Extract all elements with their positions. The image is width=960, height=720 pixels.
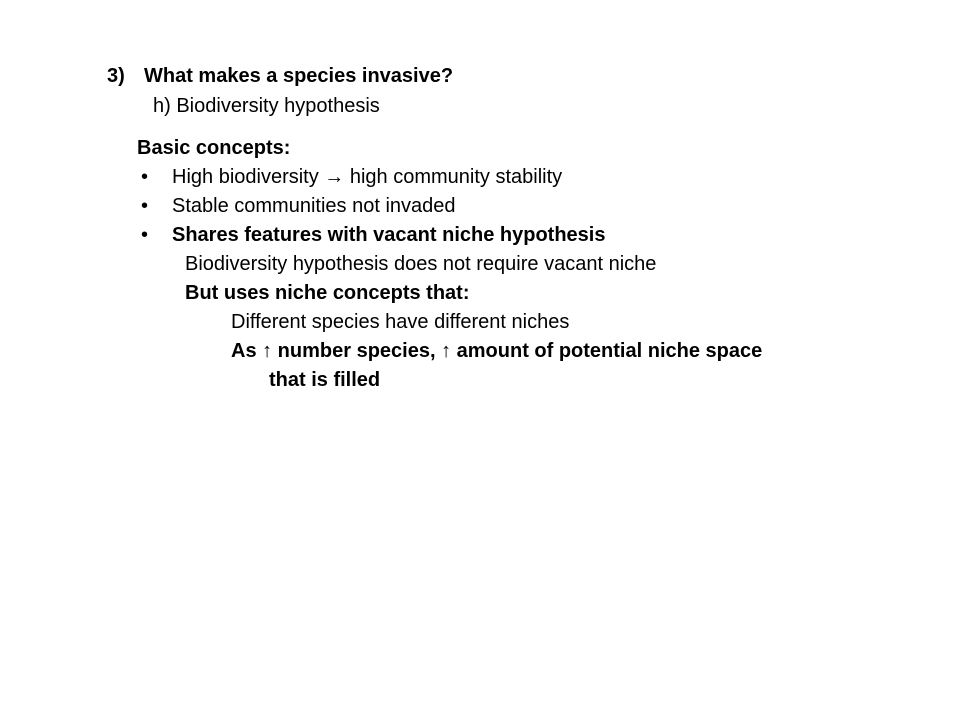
sub-point-niche-concepts: But uses niche concepts that: [185,282,470,304]
bullet-stable-communities: Stable communities not invaded [172,195,456,217]
bullet-marker: • [141,224,149,246]
sub-sub-point-different-niches: Different species have different niches [231,311,570,333]
bullet-shares-features: Shares features with vacant niche hypothesis [172,224,606,246]
sub-sub-point-niche-space-continued: that is filled [269,369,381,391]
bullet-marker: • [141,166,149,188]
bullet-high-biodiversity: High biodiversity → high community stability [172,166,563,188]
bullet-marker: • [141,195,149,217]
heading-title: What makes a species invasive? [144,65,454,87]
sub-point-no-vacant-niche: Biodiversity hypothesis does not require vacant niche [185,253,657,275]
sub-sub-point-niche-space: As ↑ number species, ↑ amount of potential niche space [231,340,763,362]
heading-number: 3) [107,65,125,87]
subheading: h) Biodiversity hypothesis [153,95,380,117]
concepts-title: Basic concepts: [137,137,291,159]
